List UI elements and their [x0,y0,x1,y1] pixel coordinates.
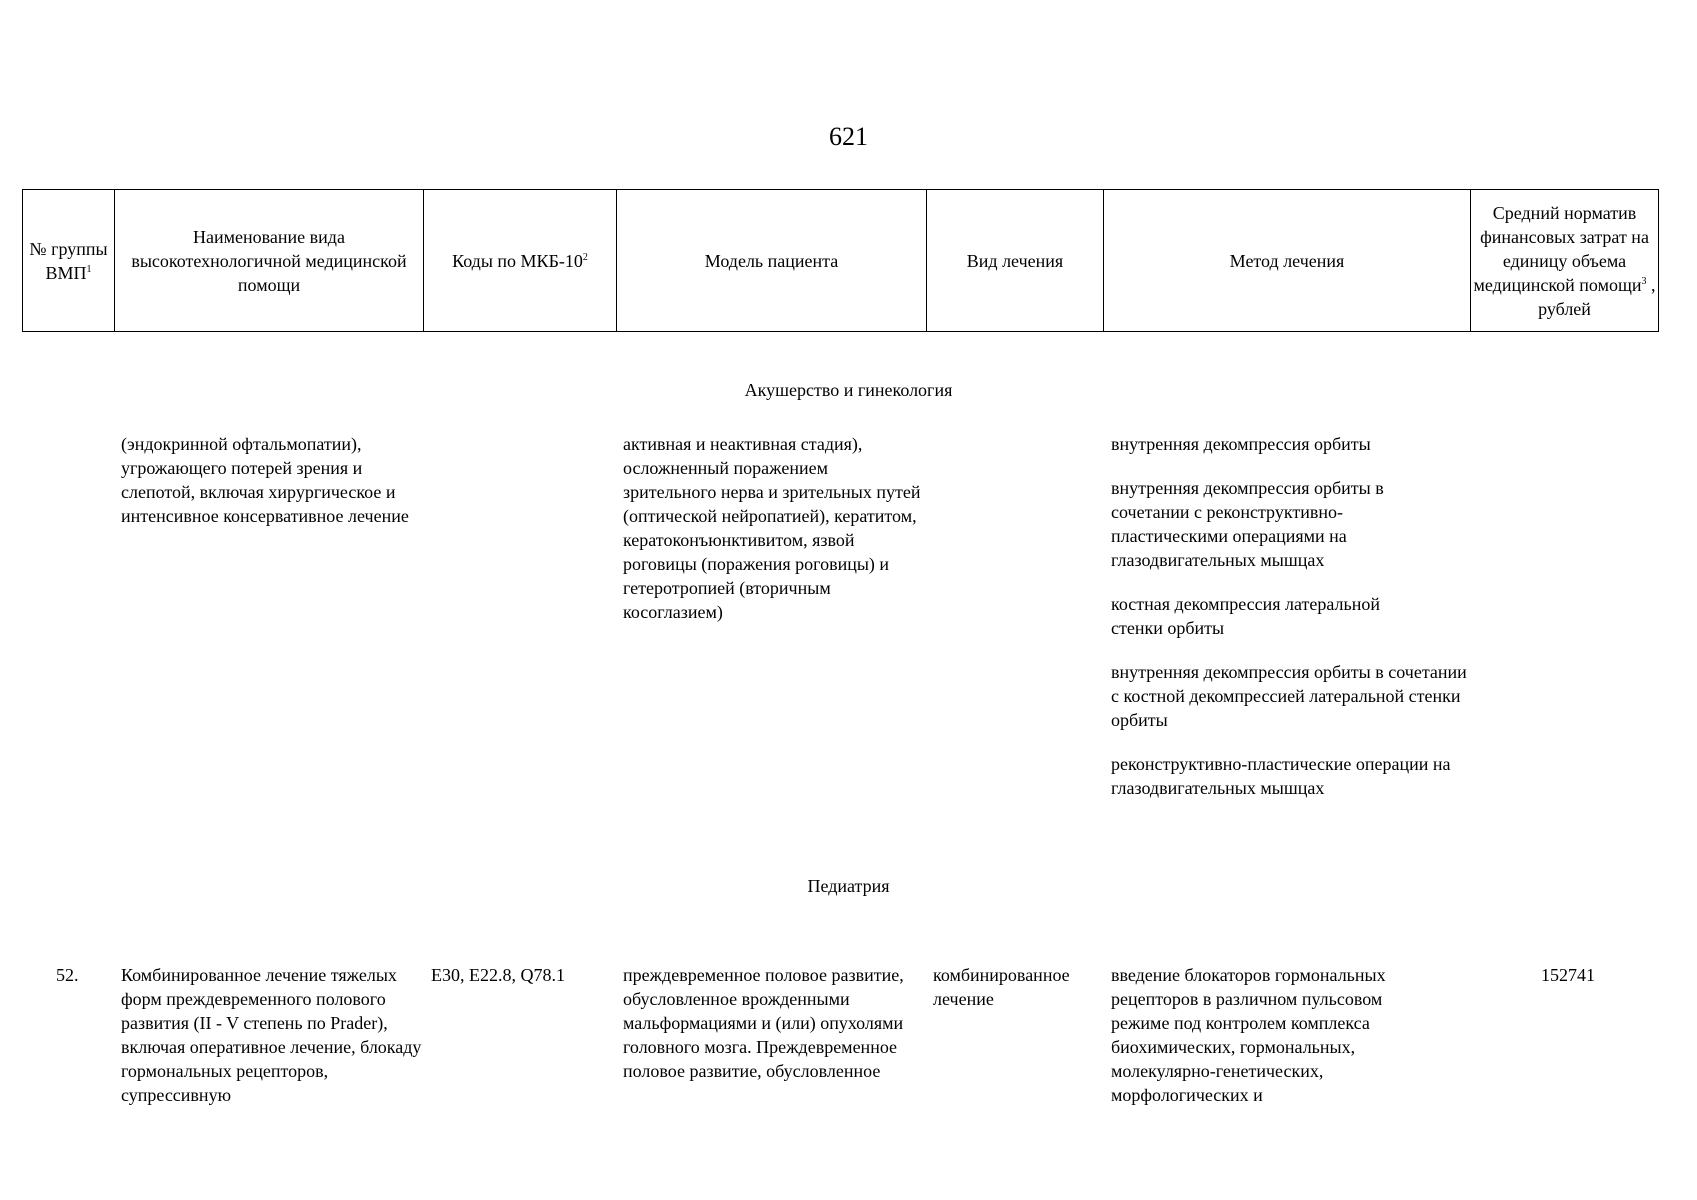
row-method: введение блокаторов гормональных рецепторов в различном пульсовом режиме под контролем комплекса биохимических, гормональных, молекулярно-генетических, морфологических и [1111,965,1386,1105]
method-item: внутренняя декомпрессия орбиты в сочетании с костной декомпрессией латеральной стенки орбиты [1111,662,1467,730]
header-name: Наименование вида высокотехнологичной медицинской помощи [115,190,424,332]
row-treatment-type: комбинированное лечение [933,965,1070,1009]
method-item: внутренняя декомпрессия орбиты [1111,434,1371,454]
header-treatment-type: Вид лечения [927,190,1104,332]
footnote-2-mark: 2 [582,251,588,263]
header-codes: Коды по МКБ-$10^2$ [424,190,617,332]
row-cost: 152741 [1541,965,1595,985]
section-title-obstetrics: Акушерство и гинекология [744,380,953,400]
footnote-1-mark: 1 [86,263,92,275]
header-row [23,190,1659,332]
row-codes: E30, E22.8, Q78.1 [431,965,565,985]
header-model: Модель пациента [617,190,927,332]
methods-list [1111,432,1476,800]
header-table [22,189,1659,332]
row-number: 52. [56,965,79,985]
row-name: Комбинированное лечение тяжелых форм преждевременного полового развития (II - V степень по Prader), включая оперативное лечение, блокаду гормональных рецепторов, супрессивную [121,965,422,1105]
method-item: внутренняя декомпрессия орбиты в сочетании с реконструктивно-пластическими операциями на глазодвигательных мышцах [1111,478,1384,570]
section-title-pediatrics: Педиатрия [807,876,890,896]
page-number: 621 [829,122,868,151]
row-model: преждевременное половое развитие, обусловленное врожденными мальформациями и (или) опухолями головного мозга. Преждевременное половое развитие, обусловленное [623,965,904,1081]
footnote-3-mark: 3 [1641,275,1647,287]
method-item: реконструктивно-пластические операции на глазодвигательных мышцах [1111,754,1451,798]
method-item: костная декомпрессия латеральной стенки орбиты [1111,594,1380,638]
header-method: Метод лечения [1104,190,1471,332]
continued-name-text: (эндокринной офтальмопатии), угрожающего потерей зрения и слепотой, включая хирургическое и интенсивное консервативное лечение [121,434,409,526]
header-cost: Средний норматив финансовых затрат на единицу объема медицинской помощи$^3$ , рублей [1471,190,1659,332]
continued-model-text: активная и неактивная стадия), осложненный поражением зрительного нерва и зрительных путей (оптической нейропатией), кератитом, кератоконъюнктивитом, язвой роговицы (поражения роговицы) и гетеротропией (вторичным косоглазием) [623,434,921,622]
header-group-no: № группы ВМП$^1$ [23,190,115,332]
